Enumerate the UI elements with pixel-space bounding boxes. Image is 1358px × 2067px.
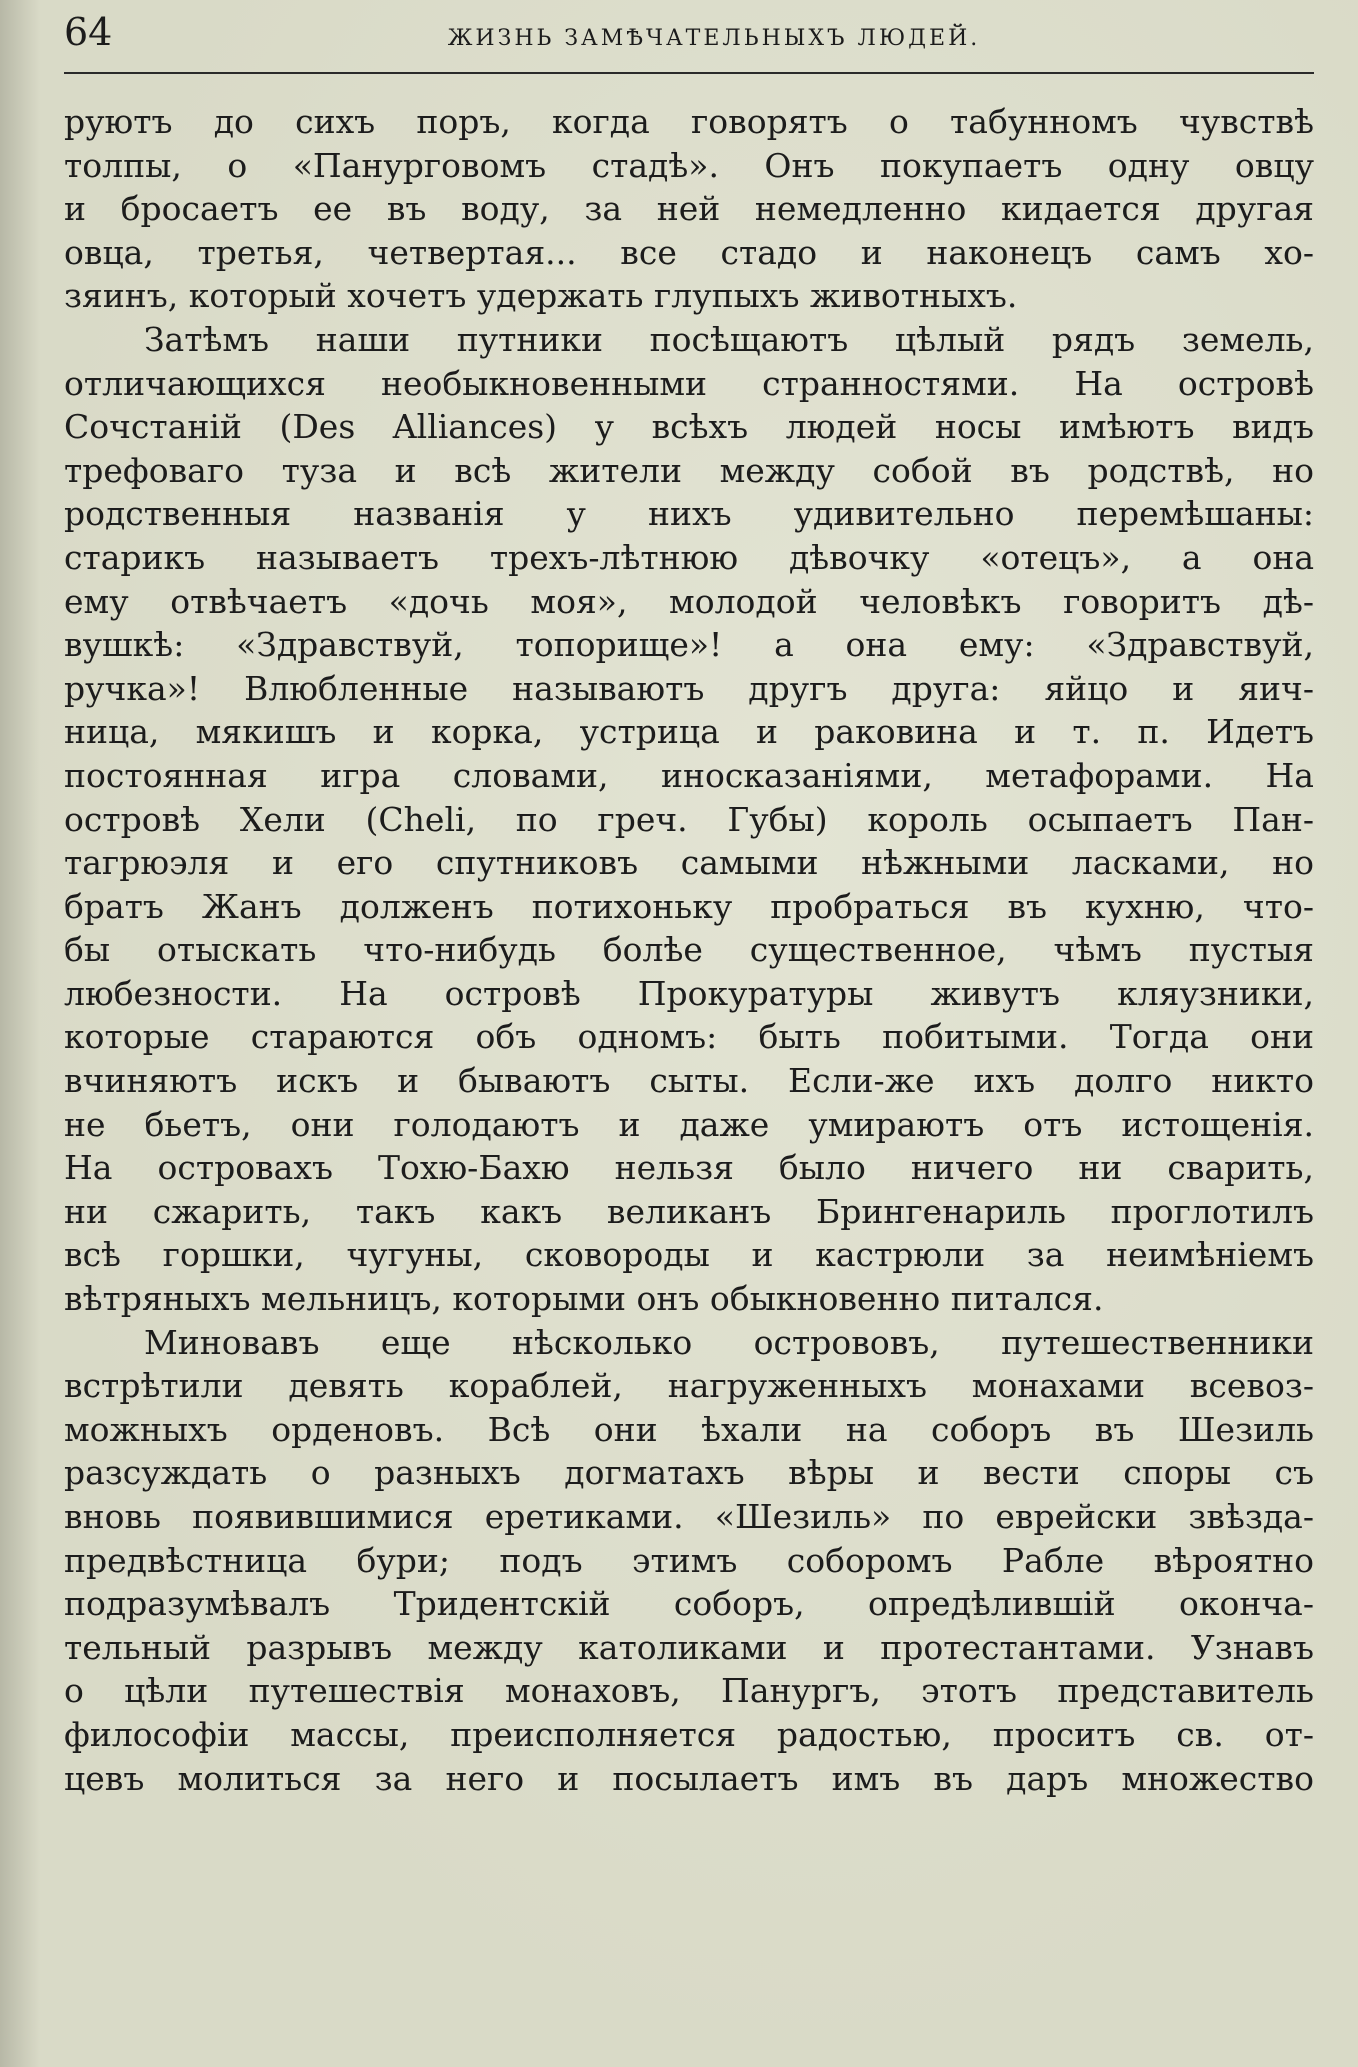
header-rule <box>64 72 1314 74</box>
text-line: любезности. На островѣ Прокуратуры живутъ кляузники, <box>64 973 1314 1013</box>
body-text <box>64 100 1314 1800</box>
text-line: На островахъ Тохю-Бахю нельзя было ничего ни сварить, <box>64 1148 1314 1188</box>
text-line: тагрюэля и его спутниковъ самыми нѣжными ласками, но <box>64 843 1314 883</box>
text-line: и бросаетъ ее въ воду, за ней немедленно кидается другая <box>64 189 1314 229</box>
text-line: братъ Жанъ долженъ потихоньку пробраться въ кухню, что- <box>64 886 1314 926</box>
text-line: бы отыскать что-нибудь болѣе существенное, чѣмъ пустыя <box>64 930 1314 970</box>
page-number: 64 <box>64 10 113 54</box>
text-line: вновь появившимися еретиками. «Шезиль» по еврейски звѣзда- <box>64 1497 1314 1536</box>
text-line: цевъ молиться за него и посылаетъ имъ въ даръ множество <box>64 1758 1314 1798</box>
text-line: ему отвѣчаетъ «дочь моя», молодой человѣкъ говоритъ дѣ- <box>64 581 1314 621</box>
text-line: Затѣмъ наши путники посѣщаютъ цѣлый рядъ земель, <box>144 319 1314 359</box>
text-line: подразумѣвалъ Тридентскій соборъ, опредѣлившій оконча- <box>64 1584 1314 1624</box>
text-line: можныхъ орденовъ. Всѣ они ѣхали на соборъ въ Шезиль <box>64 1409 1314 1449</box>
text-line: встрѣтили девять кораблей, нагруженныхъ монахами всевоз- <box>64 1366 1314 1406</box>
text-line: ручка»! Влюбленные называютъ другъ друга: яйцо и яич- <box>64 668 1314 708</box>
text-line: родственныя названія у нихъ удивительно перемѣшаны: <box>64 494 1314 534</box>
spine-shadow <box>0 0 40 2067</box>
text-line: о цѣли путешествія монаховъ, Панургъ, этотъ представитель <box>64 1671 1314 1711</box>
text-line: вчиняютъ искъ и бываютъ сыты. Если-же ихъ долго никто <box>64 1061 1314 1101</box>
text-line: предвѣстница бури; подъ этимъ соборомъ Рабле вѣроятно <box>64 1540 1314 1580</box>
text-line: которые стараются объ одномъ: быть побитыми. Тогда они <box>64 1017 1314 1057</box>
text-line: ни сжарить, такъ какъ великанъ Брингенариль проглотилъ <box>64 1191 1314 1231</box>
text-line: зяинъ, который хочетъ удержать глупыхъ животныхъ. <box>64 276 1018 316</box>
text-line: постоянная игра словами, иносказаніями, метафорами. На <box>64 755 1314 795</box>
text-line: толпы, о «Панурговомъ стадѣ». Онъ покупаетъ одну овцу <box>64 145 1314 185</box>
text-line: трефоваго туза и всѣ жители между собой въ родствѣ, но <box>64 450 1314 490</box>
text-line: Сочстаній (Des Alliances) у всѣхъ людей носы имѣютъ видъ <box>64 407 1314 447</box>
running-title: ЖИЗНЬ ЗАМѢЧАТЕЛЬНЫХЪ ЛЮДЕЙ. <box>447 26 981 51</box>
text-line: островѣ Хели (Cheli, по греч. Губы) король осыпаетъ Пан- <box>64 799 1314 839</box>
text-line: вѣтряныхъ мельницъ, которыми онъ обыкновенно питался. <box>64 1279 1104 1319</box>
text-line: ница, мякишъ и корка, устрица и раковина и т. п. Идетъ <box>64 712 1314 752</box>
text-line: овца, третья, четвертая... все стадо и наконецъ самъ хо- <box>64 232 1314 272</box>
text-line: Миновавъ еще нѣсколько острововъ, путешественники <box>144 1322 1314 1362</box>
text-line: тельный разрывъ между католиками и протестантами. Узнавъ <box>64 1627 1314 1667</box>
text-line: руютъ до сихъ поръ, когда говорятъ о табунномъ чувствѣ <box>64 102 1314 141</box>
text-line: вушкѣ: «Здравствуй, топорище»! а она ему: «Здравствуй, <box>64 625 1314 665</box>
text-line: разсуждать о разныхъ догматахъ вѣры и вести споры съ <box>64 1453 1314 1493</box>
text-line: всѣ горшки, чугуны, сковороды и кастрюли за неимѣніемъ <box>64 1235 1314 1275</box>
page-header <box>64 6 1314 62</box>
text-line: отличающихся необыкновенными странностями. На островѣ <box>64 363 1314 403</box>
text-line: философіи массы, преисполняется радостью, проситъ св. от- <box>64 1714 1314 1754</box>
text-line: не бьетъ, они голодаютъ и даже умираютъ отъ истощенія. <box>64 1104 1314 1144</box>
text-line: старикъ называетъ трехъ-лѣтнюю дѣвочку «отецъ», а она <box>64 537 1314 577</box>
